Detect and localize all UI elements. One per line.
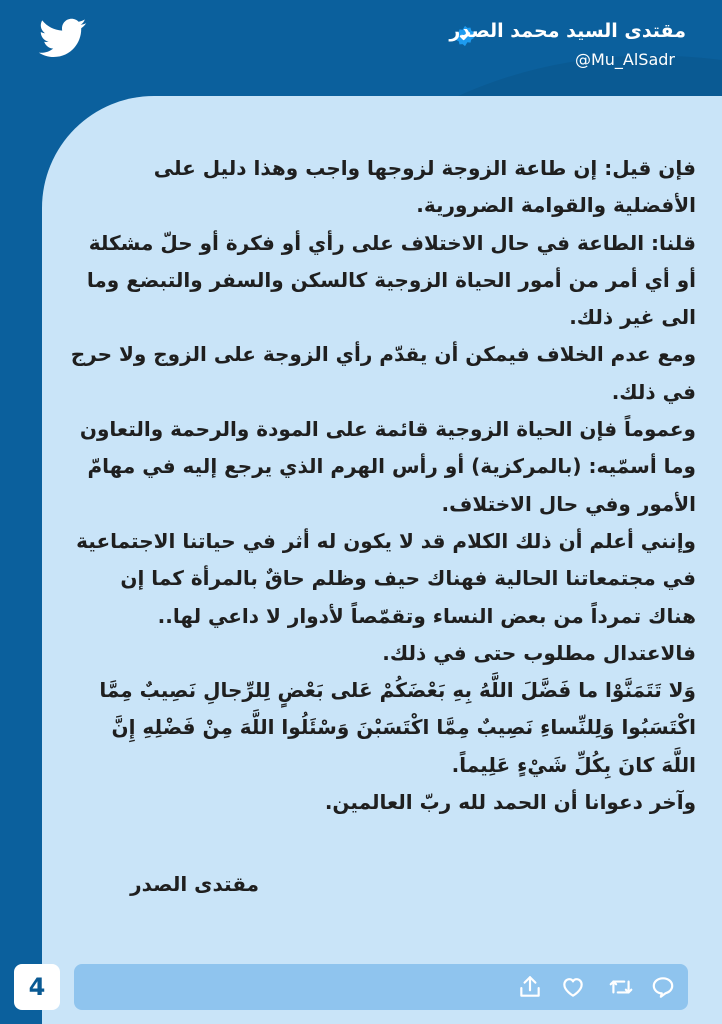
tweet-paragraph: وإنني أعلم أن ذلك الكلام قد لا يكون له أثر في حياتنا الاجتماعية في مجتمعاتنا الحالية فهناك حيف وظلم حاقٌ بالمرأة كما إن هناك تمرداً من بعض النساء وتقمّصاً لأدوار لا داعي لها.. فالاعتدال مطلوب حتى في ذلك. <box>76 528 696 665</box>
page-number: 4 <box>14 964 60 1010</box>
retweet-icon[interactable] <box>608 974 634 1000</box>
quran-verse: وَلا تَتَمَنَّوْا ما فَضَّلَ اللَّهُ بِهِ بَعْضَكُمْ عَلى بَعْضٍ لِلرِّجالِ نَصِيبٌ مِمَّا اكْتَسَبُوا وَلِلنِّساءِ نَصِيبٌ مِمَّا اكْتَسَبْنَ وَسْئَلُوا اللَّهَ مِنْ فَضْلِهِ إِنَّ اللَّهَ كانَ بِكُلِّ شَيْءٍ عَلِيماً. <box>99 678 696 777</box>
reply-icon[interactable] <box>650 974 676 1000</box>
tweet-paragraph: فإن قيل: إن طاعة الزوجة لزوجها واجب وهذا دليل على الأفضلية والقوامة الضرورية. <box>153 156 696 218</box>
tweet-header <box>0 0 722 80</box>
heart-icon[interactable] <box>560 974 586 1000</box>
tweet-paragraph: وعموماً فإن الحياة الزوجية قائمة على المودة والرحمة والتعاون وما أسمّيه: (بالمركزية) أو رأس الهرم الذي يرجع إليه في مهامّ الأمور وفي حال الاختلاف. <box>79 417 696 516</box>
tweet-body <box>70 150 696 821</box>
signature: مقتدى الصدر <box>130 872 259 896</box>
tweet-paragraph: وآخر دعوانا أن الحمد لله ربّ العالمين. <box>324 790 696 815</box>
author-handle[interactable]: @Mu_AlSadr <box>574 50 675 69</box>
twitter-bird-icon <box>36 14 90 62</box>
share-icon[interactable] <box>517 974 543 1000</box>
tweet-paragraph: ومع عدم الخلاف فيمكن أن يقدّم رأي الزوجة على الزوج ولا حرج في ذلك. <box>70 342 696 404</box>
tweet-paragraph: قلنا: الطاعة في حال الاختلاف على رأي أو فكرة أو حلّ مشكلة أو أي أمر من أمور الحياة الزوجية كالسكن والسفر والتبضع وما الى غير ذلك. <box>86 230 696 330</box>
author-name[interactable]: مقتدى السيد محمد الصدر <box>449 20 686 42</box>
tweet-action-bar <box>74 964 688 1010</box>
